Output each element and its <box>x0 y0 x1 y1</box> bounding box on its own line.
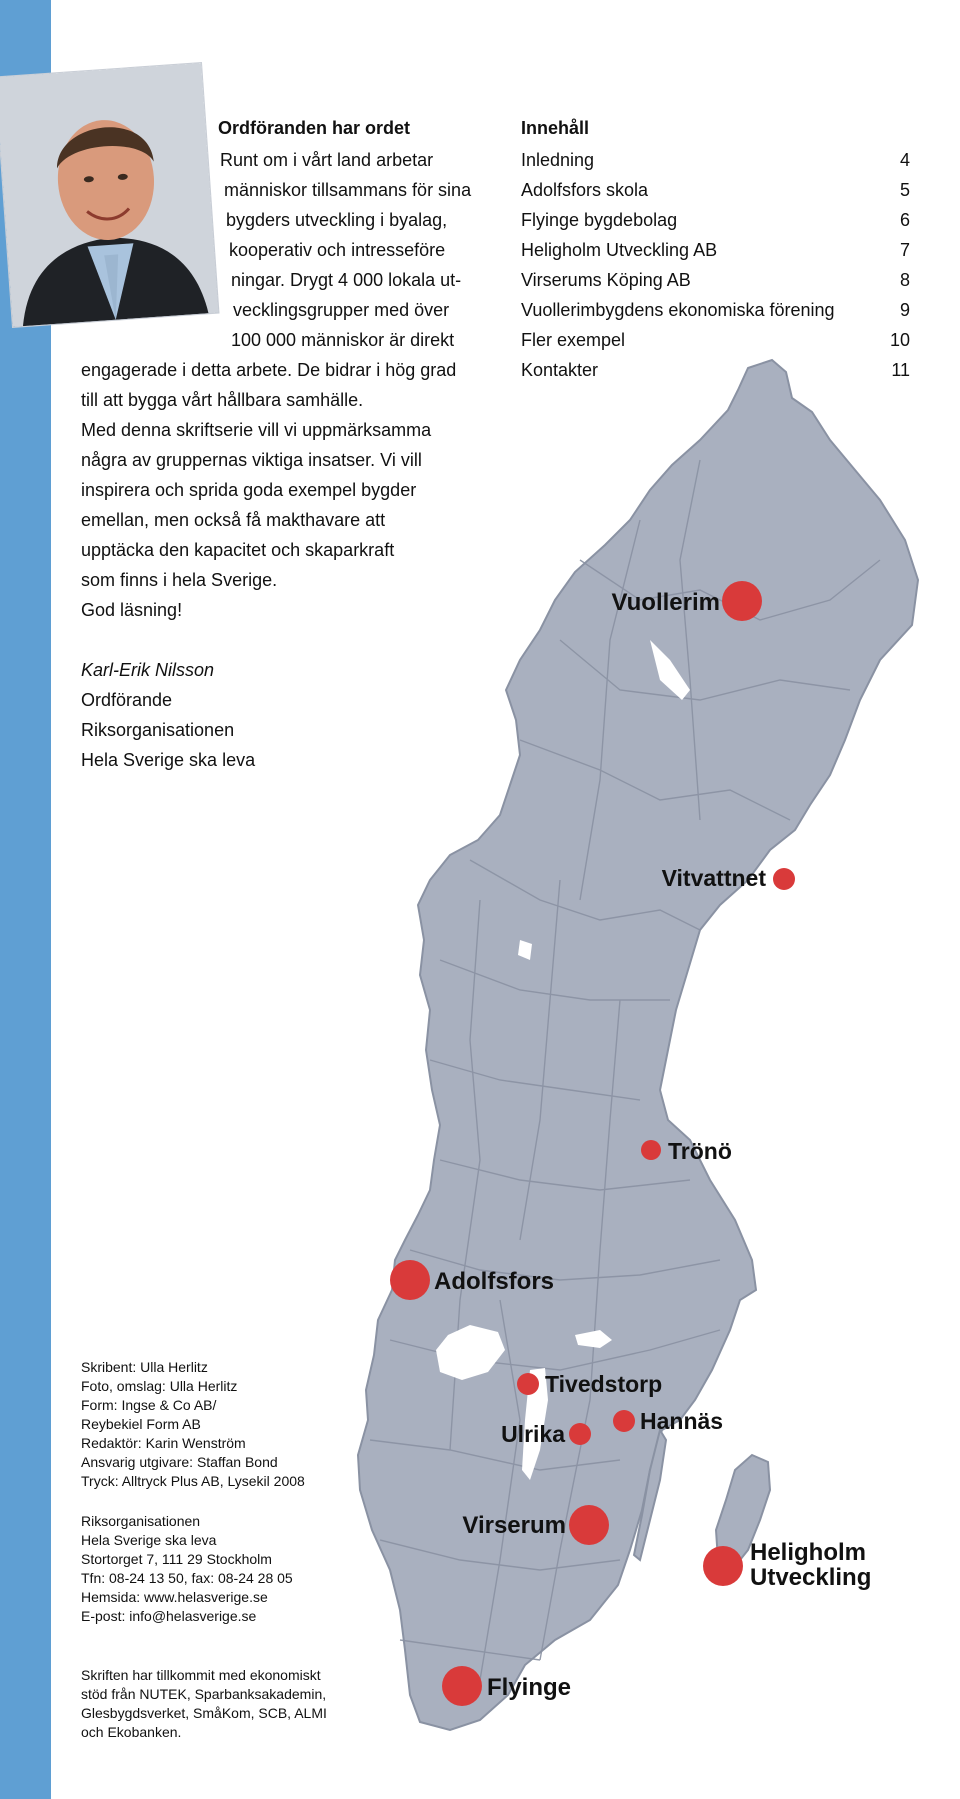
credit-line: Redaktör: Karin Wenström <box>81 1435 246 1451</box>
toc-page: 8 <box>899 270 910 290</box>
toc-title: Heligholm Utveckling AB <box>521 240 718 260</box>
credit-line: Riksorganisationen <box>81 1513 201 1529</box>
credit-line: Stortorget 7, 111 29 Stockholm <box>81 1551 272 1567</box>
intro-line: upptäcka den kapacitet och skaparkraft <box>81 540 395 560</box>
intro-line: engagerade i detta arbete. De bidrar i hög grad <box>81 360 457 380</box>
toc-title: Virserums Köping AB <box>521 270 691 290</box>
map-marker[interactable] <box>773 868 795 890</box>
map-marker[interactable] <box>722 581 762 621</box>
toc-title: Adolfsfors skola <box>521 180 649 200</box>
credit-line: Skriften har tillkommit med ekonomiskt <box>81 1667 321 1683</box>
toc-page: 5 <box>899 180 910 200</box>
intro-line: vecklingsgrupper med över <box>233 300 450 320</box>
signature-org-name: Hela Sverige ska leva <box>81 750 256 770</box>
toc-title: Inledning <box>521 150 595 170</box>
toc-page: 4 <box>899 150 910 170</box>
map-place-label: Adolfsfors <box>434 1268 554 1295</box>
intro-line: kooperativ och intresseföre <box>229 240 446 260</box>
intro-line: emellan, men också få makthavare att <box>81 510 386 530</box>
toc-title: Kontakter <box>521 360 599 380</box>
intro-line: människor tillsammans för sina <box>224 180 472 200</box>
credit-line: stöd från NUTEK, Sparbanksakademin, <box>81 1686 327 1702</box>
website-link[interactable]: Hemsida: www.helasverige.se <box>81 1589 268 1605</box>
toc-title: Fler exempel <box>521 330 626 350</box>
credit-line: Glesbygdsverket, SmåKom, SCB, ALMI <box>81 1705 327 1721</box>
credits-funding <box>81 1666 327 1742</box>
intro-line: Med denna skriftserie vill vi uppmärksamma <box>81 420 432 440</box>
toc-page: 6 <box>899 210 910 230</box>
signature-org: Riksorganisationen <box>81 720 235 740</box>
intro-line: till att bygga vårt hållbara samhälle. <box>81 390 364 410</box>
map-place-label: Tivedstorp <box>545 1371 663 1397</box>
credit-line: Reybekiel Form AB <box>81 1416 201 1432</box>
map-place-label: Virserum <box>462 1512 566 1539</box>
intro-line: som finns i hela Sverige. <box>81 570 278 590</box>
toc-page: 10 <box>889 330 910 350</box>
map-marker[interactable] <box>390 1260 430 1300</box>
intro-line: God läsning! <box>81 600 183 620</box>
credit-line: och Ekobanken. <box>81 1724 182 1740</box>
credits-contact <box>81 1512 293 1626</box>
map-place-label: Heligholm <box>750 1539 867 1566</box>
signature-role: Ordförande <box>81 690 173 710</box>
map-marker[interactable] <box>569 1505 609 1545</box>
toc-title: Vuollerimbygdens ekonomiska förening <box>521 300 835 320</box>
toc-title: Flyinge bygdebolag <box>521 210 678 230</box>
credits-production <box>81 1358 305 1491</box>
map-marker[interactable] <box>569 1423 591 1445</box>
email-link[interactable]: E-post: info@helasverige.se <box>81 1608 257 1624</box>
credit-line: Hela Sverige ska leva <box>81 1532 217 1548</box>
map-place-label: Vuollerim <box>611 589 720 616</box>
credit-line: Ansvarig utgivare: Staffan Bond <box>81 1454 278 1470</box>
map-place-label: Hannäs <box>640 1408 724 1434</box>
toc-heading: Innehåll <box>521 118 590 138</box>
map-place-label: Vitvattnet <box>661 865 766 891</box>
map-place-label: Ulrika <box>501 1421 565 1447</box>
toc-page: 9 <box>899 300 910 320</box>
credit-line: Skribent: Ulla Herlitz <box>81 1359 208 1375</box>
intro-line: ningar. Drygt 4 000 lokala ut- <box>231 270 462 290</box>
map-place-label: Trönö <box>668 1138 732 1164</box>
toc-page: 7 <box>899 240 910 260</box>
intro-line: Runt om i vårt land arbetar <box>220 150 434 170</box>
map-marker[interactable] <box>641 1140 661 1160</box>
map-marker[interactable] <box>442 1666 482 1706</box>
map-land <box>358 360 918 1730</box>
credit-line: Tryck: Alltryck Plus AB, Lysekil 2008 <box>81 1473 305 1489</box>
map-marker[interactable] <box>703 1546 743 1586</box>
intro-line: bygders utveckling i byalag, <box>226 210 448 230</box>
intro-line: 100 000 människor är direkt <box>231 330 455 350</box>
signature-name: Karl-Erik Nilsson <box>81 660 215 680</box>
intro-line: några av gruppernas viktiga insatser. Vi vill <box>81 450 422 470</box>
map-marker[interactable] <box>613 1410 635 1432</box>
credit-line: Form: Ingse & Co AB/ <box>81 1397 217 1413</box>
intro-line: inspirera och sprida goda exempel bygder <box>81 480 417 500</box>
map-marker[interactable] <box>517 1373 539 1395</box>
map-place-label: Flyinge <box>487 1674 572 1701</box>
credit-line: Foto, omslag: Ulla Herlitz <box>81 1378 238 1394</box>
intro-heading: Ordföranden har ordet <box>218 118 411 138</box>
credit-line: Tfn: 08-24 13 50, fax: 08-24 28 05 <box>81 1570 293 1586</box>
toc-page: 11 <box>891 360 910 380</box>
map-place-label-line2: Utveckling <box>750 1564 872 1591</box>
